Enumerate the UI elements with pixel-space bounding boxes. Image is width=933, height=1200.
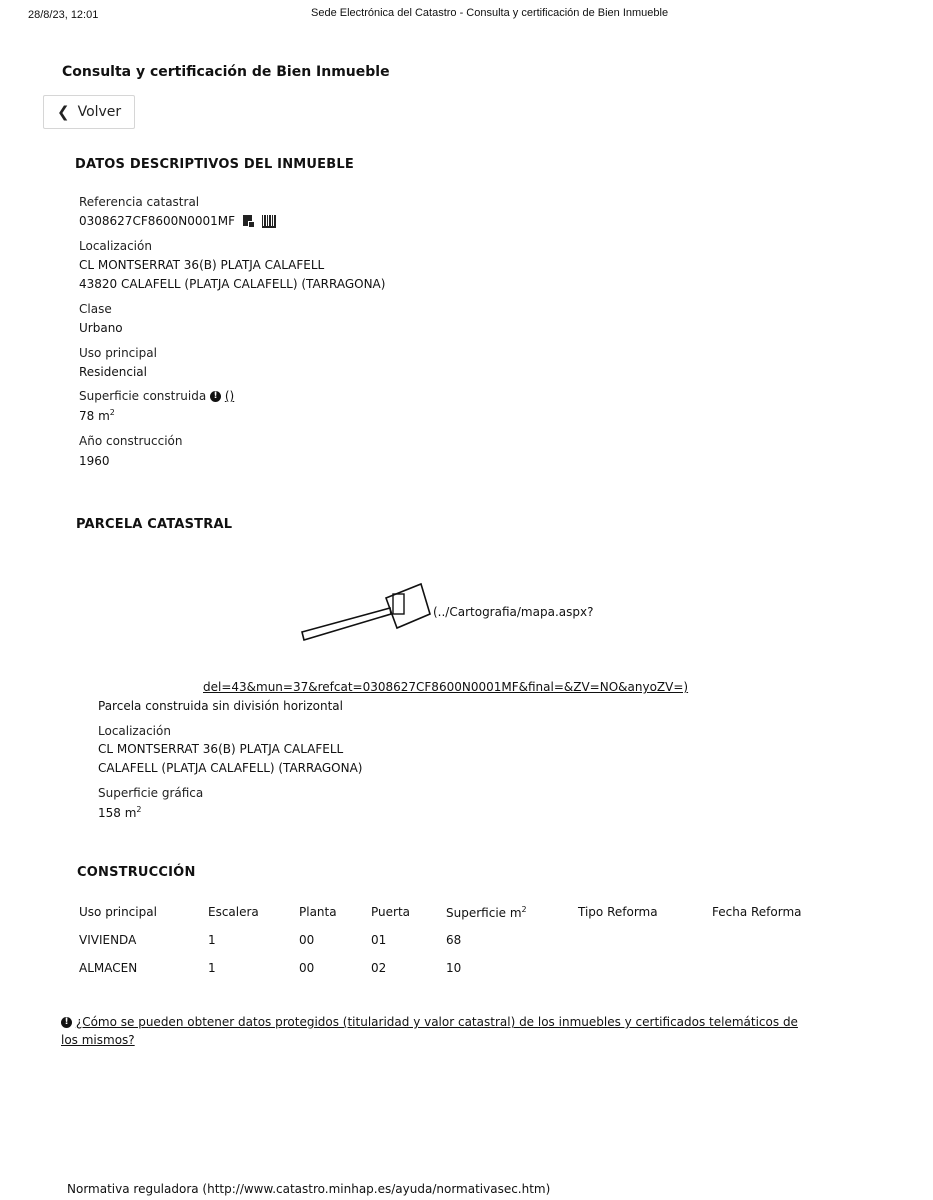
table-row <box>79 961 822 989</box>
parcela-localizacion-label: Localización <box>98 724 171 738</box>
referencia-label: Referencia catastral <box>79 195 200 209</box>
col-header-uso: Uso principal <box>79 905 157 919</box>
cell-fecha-reforma <box>712 933 822 961</box>
construccion-section-title: CONSTRUCCIÓN <box>77 865 196 880</box>
print-date: 28/8/23, 12:01 <box>28 9 99 21</box>
superficie-unit-exponent: 2 <box>109 408 115 417</box>
localizacion-label: Localización <box>79 239 152 253</box>
cell-superficie: 10 <box>446 961 462 975</box>
parcela-tipo: Parcela construida sin división horizontal <box>98 699 343 713</box>
back-button[interactable] <box>43 95 135 129</box>
superficie-grafica-label: Superficie gráfica <box>98 786 204 800</box>
cell-uso: VIVIENDA <box>79 933 137 947</box>
protected-data-link-line2[interactable]: los mismos? <box>61 1033 135 1047</box>
cell-puerta: 02 <box>371 961 387 975</box>
uso-principal-value: Residencial <box>79 365 147 379</box>
localizacion-line1: CL MONTSERRAT 36(B) PLATJA CALAFELL <box>79 258 325 272</box>
info-icon: ! <box>61 1017 72 1028</box>
uso-principal-label: Uso principal <box>79 346 157 360</box>
cell-escalera: 1 <box>208 933 216 947</box>
cell-superficie: 68 <box>446 933 462 947</box>
parcel-map-thumbnail[interactable] <box>298 580 438 644</box>
superficie-construida-number: 78 m <box>79 409 110 423</box>
anio-construccion-value: 1960 <box>79 454 110 468</box>
referencia-row <box>79 214 276 228</box>
clase-value: Urbano <box>79 321 123 335</box>
table-row <box>79 933 822 961</box>
chevron-left-icon: ❮ <box>57 103 70 121</box>
map-link-part2[interactable]: del=43&mun=37&refcat=0308627CF8600N0001MF&final=&ZV=NO&anyoZV=) <box>203 680 689 694</box>
cell-tipo-reforma <box>578 961 712 989</box>
barcode-icon[interactable] <box>262 215 276 228</box>
back-button-label: Volver <box>77 104 122 120</box>
map-link-part1[interactable]: (../Cartografia/mapa.aspx? <box>433 605 594 619</box>
table-header-row <box>79 905 822 933</box>
protected-data-note <box>61 1013 861 1032</box>
cell-fecha-reforma <box>712 961 822 989</box>
copy-icon[interactable] <box>243 215 252 226</box>
normativa-reguladora[interactable]: Normativa reguladora (http://www.catastro.minhap.es/ayuda/normativasec.htm) <box>67 1182 551 1196</box>
print-page-title: Sede Electrónica del Catastro - Consulta y certificación de Bien Inmueble <box>311 7 669 19</box>
info-icon[interactable]: ! <box>210 391 221 402</box>
col-header-superficie: Superficie $m^2$ <box>446 905 527 920</box>
col-header-tipo-reforma: Tipo Reforma <box>578 905 658 919</box>
page-title: Consulta y certificación de Bien Inmueble <box>62 64 390 80</box>
superficie-info-link[interactable]: () <box>224 389 235 403</box>
referencia-value: 0308627CF8600N0001MF <box>79 214 236 228</box>
cell-tipo-reforma <box>578 933 712 961</box>
cell-puerta: 01 <box>371 933 387 947</box>
superficie-grafica-exponent: 2 <box>136 805 142 814</box>
parcela-localizacion-line1: CL MONTSERRAT 36(B) PLATJA CALAFELL <box>98 742 344 756</box>
col-header-puerta: Puerta <box>371 905 411 919</box>
datos-section-title: DATOS DESCRIPTIVOS DEL INMUEBLE <box>75 157 354 172</box>
col-header-escalera: Escalera <box>208 905 259 919</box>
cell-uso: ALMACEN <box>79 961 138 975</box>
localizacion-line2: 43820 CALAFELL (PLATJA CALAFELL) (TARRAGONA) <box>79 277 386 291</box>
superficie-construida-row <box>79 389 234 403</box>
protected-data-link[interactable]: ¿Cómo se pueden obtener datos protegidos (titularidad y valor catastral) de los inmuebles y certificados telemáticos de <box>75 1015 798 1029</box>
superficie-grafica-number: 158 m <box>98 806 137 820</box>
parcela-localizacion-line2: CALAFELL (PLATJA CALAFELL) (TARRAGONA) <box>98 761 363 775</box>
col-header-fecha-reforma: Fecha Reforma <box>712 905 802 919</box>
cell-escalera: 1 <box>208 961 216 975</box>
col-header-planta: Planta <box>299 905 337 919</box>
anio-construccion-label: Año construcción <box>79 434 183 448</box>
construccion-table <box>79 905 822 989</box>
superficie-construida-label: Superficie construida <box>79 389 207 403</box>
clase-label: Clase <box>79 302 112 316</box>
superficie-grafica-value <box>98 805 142 820</box>
superficie-construida-value <box>79 408 115 423</box>
parcela-section-title: PARCELA CATASTRAL <box>76 517 233 532</box>
cell-planta: 00 <box>299 933 315 947</box>
cell-planta: 00 <box>299 961 315 975</box>
